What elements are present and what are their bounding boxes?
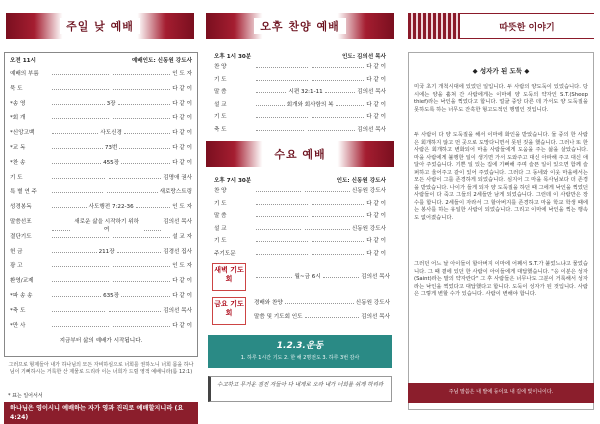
order-label: 기 도: [214, 114, 227, 120]
order-row: [10, 69, 192, 77]
order-label: 묵 도: [10, 85, 23, 92]
order-person: 다 같 이: [366, 101, 387, 108]
order-row: [10, 217, 192, 233]
afternoon-service-banner: [206, 13, 394, 39]
order-person: 다 같 이: [172, 130, 192, 137]
order-person: 김명애 권사: [163, 174, 193, 181]
order-label: 말 씀: [214, 89, 227, 95]
order-label: 특 별 연 주: [10, 189, 37, 196]
order-row: [10, 276, 192, 284]
order-person: 다 같 이: [366, 250, 386, 257]
afternoon-header-row: [214, 52, 386, 60]
order-label: 찬 양: [214, 64, 227, 70]
order-label: *만 사: [10, 322, 26, 329]
order-person: 다 같 이: [366, 114, 386, 120]
order-row: [10, 113, 192, 121]
order-row: [10, 202, 192, 210]
sunday-leader: 예배인도: 신동원 강도사: [131, 58, 192, 64]
order-label: 결단기도: [10, 233, 32, 240]
order-label: *교 독: [10, 145, 26, 151]
order-row: [214, 249, 386, 257]
order-person: 다 같 이: [172, 85, 192, 92]
friday-row-2: [254, 312, 390, 320]
story-paragraph-3: 그러던 어느 날 아이들이 할아버지 이마에 어째서 S.T.가 붙었느냐고 물었습니다. 그 때 곁에 있던 한 사람이 아이들에게 대답했습니다. "응 이분은 성자(Saint)라는 말의 약자란다" 그 후 사람들은 너무나도 그분이 거룩해서 성자라는 낙인을 찍었다고 대답했다고 합니다. 도둑이 성자가 된 것입니다. 사람은 그렇게 변할 수가 있습니다. 사람이 변해야 합니다.: [414, 261, 588, 298]
order-detail: 시편 32:1-11: [288, 89, 323, 95]
movement-box: [208, 335, 392, 368]
friday-row-1-leader: 신동원 강도사: [355, 300, 390, 306]
wednesday-header-row: [214, 176, 386, 184]
order-person: 김의선 목사: [357, 126, 387, 133]
order-person: 김경선 집사: [163, 248, 193, 255]
order-row: [10, 232, 192, 240]
order-label: 기 도: [214, 200, 227, 207]
story-paragraph-1: 미국 초기 개척시대에 있었던 일입니다. 두 사람의 양도둑이 있었습니다. 당시에는 양을 훔쳐 간 사람에게는 이마에 양 도둑의 약자인 S.T.(Sheep thief)라는 낙인을 찍었다고 합니다. 얼굴 중앙 다른 데 가서도 양 도둑질을 못하도록 하는 너무도 잔혹한 형고도적인 행벌인 것입니다.: [414, 84, 588, 113]
friday-row-1-label: 경배와 찬양: [254, 300, 283, 306]
standing-footnote: * 표는 일어서서: [8, 393, 43, 399]
order-row: [214, 112, 386, 120]
order-person: 신동원 강도사: [351, 225, 387, 232]
order-row: [10, 173, 192, 181]
order-label: *축 도: [10, 307, 26, 314]
order-person: 다 같 이: [366, 238, 386, 244]
order-label: 축 도: [214, 126, 227, 133]
friday-row-2-leader: 김의선 목사: [361, 314, 390, 320]
wednesday-time: 오후 7시 30분: [214, 178, 252, 184]
dawn-prayer-label: 새벽 기도회: [212, 263, 246, 291]
friday-row-1: [254, 298, 390, 306]
order-label: 기 도: [214, 76, 227, 83]
order-label: 말 씀: [214, 213, 227, 219]
order-row: [10, 128, 192, 136]
order-row: [10, 306, 192, 314]
order-label: *회 개: [10, 115, 26, 122]
bottom-verse-banner: 하나님은 영이시니 예배하는 자가 영과 진리로 예배할지니라 (요4:24): [4, 402, 198, 424]
order-label: 환영/교제: [10, 278, 34, 285]
order-row: [10, 84, 192, 92]
order-detail: 73번: [104, 145, 118, 151]
story-column: [400, 0, 600, 424]
movement-title: 1.2.3.운동: [276, 341, 324, 351]
order-detail: 3장: [106, 100, 116, 107]
order-row: [10, 187, 192, 195]
order-row: [10, 143, 192, 151]
afternoon-service-column: [200, 0, 400, 424]
order-label: 광 고: [10, 263, 23, 270]
order-label: *찬 송: [10, 159, 26, 166]
order-detail: 새로운 삶을 시작하기 위하여: [74, 219, 139, 233]
dawn-prayer-time: 월~금 6시: [294, 274, 321, 280]
story-heading: ◆ 성자가 된 도둑 ◆: [472, 67, 530, 75]
story-title: 따뜻한 이야기: [460, 13, 594, 39]
order-person: 신동원 강도사: [351, 188, 387, 194]
order-row: [214, 236, 386, 244]
story-paragraph-2: 두 사람이 다 양 도둑질을 해서 이마에 화인을 받았습니다. 둘 중의 한 사람은 회개하지 않고 먼 곳으로 도망다니면서 못된 짓을 했습니다. 그러나 또 한 사람은 회개하고 변화되어 마을 사람들에게 도움을 주는 삶을 살았습니다. 마을 사람에게 불행한 일이 생기면 가서 도와주고 대신 아파해 주고 대신 애달아 주었습니다. 기쁜 일 있는 집에 기뻐해 주며 슬픈 일이 있으면 함께 슬퍼하고 울어주고 같이 있어 주었습니다. 그러다 그 동네와 이웃 마을에서는 모든 사람이 그를 존경하게 되었습니다. 심지어 그 마을 목사님보다 더 존경을 받았습니다. 나이가 들게 되자 양 도둑질을 하던 때 그에게 낙인을 찍었던 사람들이 다 죽고 그들의 2세들만 남게 되었습니다. 그런데 이 사람만은 장수를 합니다. 2세들이 자라서 그 할아버지를 존경하고 마을 학교 학생 때에는 봉사를 하는 유일한 사람이 되었습니다. 그리고 이마에 낙인을 찍는 행속도 없어졌습니다.: [414, 132, 588, 221]
order-detail: 사도신경: [100, 130, 122, 137]
dawn-prayer-row: [254, 272, 390, 280]
dawn-prayer-leader: 김의선 목사: [361, 274, 391, 280]
afternoon-time: 오후 1시 30분: [214, 54, 252, 60]
order-label: 헌 금: [10, 248, 23, 255]
sunday-time: 오전 11시: [10, 58, 36, 64]
order-row: [214, 75, 386, 83]
order-person: 다 같 이: [172, 278, 192, 285]
order-person: 설 교 자: [172, 233, 192, 240]
wednesday-service-banner: [206, 141, 394, 167]
order-row: [214, 100, 386, 108]
order-label: 설 교: [214, 225, 227, 232]
order-detail: 455장: [103, 159, 120, 166]
order-person: 다 같 이: [366, 64, 386, 70]
order-label: 주기도문: [214, 250, 236, 257]
order-label: 설 교: [214, 101, 227, 108]
order-row: [214, 224, 386, 232]
order-row: [214, 62, 386, 70]
wednesday-service-title: 수요 예배: [268, 146, 331, 162]
order-person: 새로랑스트링: [159, 189, 193, 196]
order-person: 다 같 이: [172, 145, 192, 151]
order-row: [10, 321, 192, 329]
order-person: 인 도 자: [172, 263, 192, 270]
sunday-service-banner: [6, 13, 194, 39]
sunday-note: 지금부터 삶의 예배가 시작됩니다.: [59, 338, 143, 344]
order-row: [10, 99, 192, 107]
order-person: 인 도 자: [172, 204, 192, 211]
order-detail: 211장: [98, 248, 115, 255]
sunday-verse: 그러므로 형제들아 내가 하나님의 모든 자비하심으로 너희를 권하노니 너희 몸을 하나님이 기뻐하시는 거룩한 산 제물로 드리라 이는 너희가 드릴 영적 예배니라(롬 12:1): [8, 362, 194, 375]
order-row: [10, 247, 192, 255]
afternoon-leader: 인도: 김의선 목사: [342, 54, 386, 60]
order-row: [214, 186, 386, 194]
afternoon-service-title: 오후 찬양 예배: [254, 18, 345, 34]
order-label: *파 송 송: [10, 293, 33, 299]
order-person: 김의선 목사: [357, 89, 386, 95]
sunday-header-row: [10, 56, 192, 64]
order-person: 다 같 이: [172, 159, 192, 166]
order-person: 다 같 이: [172, 293, 192, 299]
order-label: 기 도: [10, 174, 23, 181]
order-person: 다 같 이: [172, 100, 192, 107]
order-label: 말씀선포: [10, 219, 32, 225]
order-person: 김의선 목사: [163, 219, 193, 225]
order-person: 김의선 목사: [163, 307, 193, 314]
order-person: 다 같 이: [366, 213, 386, 219]
order-person: 다 같 이: [366, 200, 386, 207]
order-detail: 사도행전 7:22-36: [88, 204, 134, 211]
order-row: [10, 158, 192, 166]
sunday-service-column: [0, 0, 200, 424]
friday-prayer-label: 금요 기도회: [212, 297, 246, 325]
order-person: 다 같 이: [366, 76, 386, 83]
order-row: [10, 261, 192, 269]
order-label: 기 도: [214, 238, 227, 244]
order-label: 성경봉독: [10, 204, 32, 211]
friday-row-2-label: 말씀 및 기도회 인도: [254, 314, 303, 320]
order-detail: 회개와 회사함의 복: [286, 101, 334, 108]
movement-text: 1. 하루 1시간 기도 2. 한 해 2명전도 3. 하루 3번 감사: [240, 355, 360, 361]
story-bottom-banner: 주님 말씀은 내 발에 등이요 내 길에 빛이니이다.: [408, 383, 594, 403]
order-label: 예배의 부름: [10, 71, 39, 77]
order-row: [214, 211, 386, 219]
order-detail: 635장: [103, 293, 120, 299]
order-person: 다 같 이: [172, 322, 192, 329]
order-person: 인 도 자: [172, 71, 192, 77]
order-label: *송 영: [10, 100, 26, 107]
order-row: [214, 125, 386, 133]
sunday-service-title: 주일 낮 예배: [60, 18, 140, 34]
quote-box: 수고하고 무거운 짐진 자들아 다 내게로 오라 내가 너희를 쉬게 하리라: [208, 376, 392, 402]
order-row: [10, 291, 192, 299]
wednesday-leader: 인도: 신동원 강도사: [336, 178, 386, 184]
order-label: *신앙고백: [10, 130, 35, 137]
story-banner: [408, 13, 594, 39]
order-person: 다 같 이: [172, 115, 192, 122]
order-row: [214, 87, 386, 95]
order-row: [214, 199, 386, 207]
order-label: 찬 양: [214, 188, 227, 194]
